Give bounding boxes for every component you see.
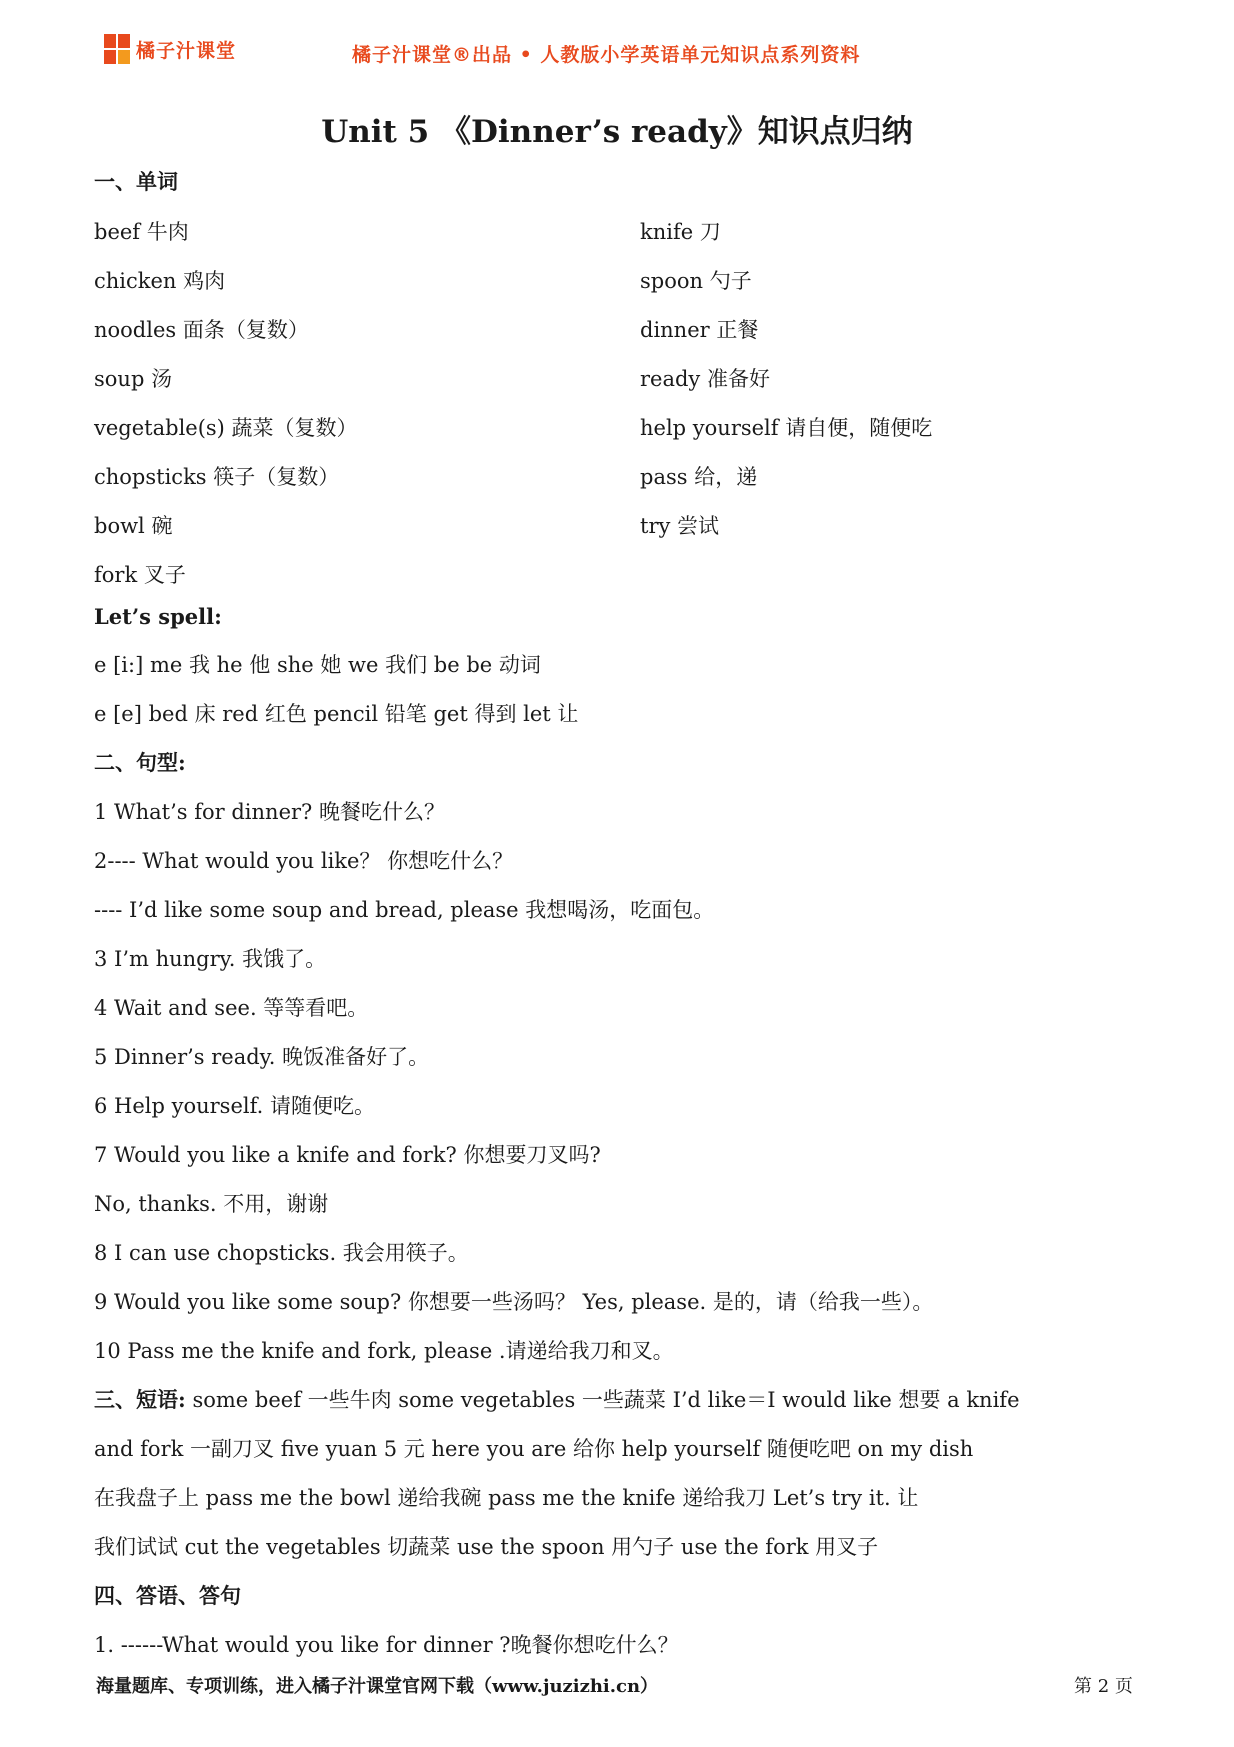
word-item: noodles 面条（复数） — [94, 318, 309, 342]
brand-logo — [104, 34, 236, 64]
sentence-line: 7 Would you like a knife and fork? 你想要刀叉吗? — [94, 1143, 601, 1167]
footer-promo: 海量题库、专项训练，进入橘子汁课堂官网下载（www.juzizhi.cn） — [96, 1676, 659, 1697]
word-item: chicken 鸡肉 — [94, 269, 226, 293]
word-item: dinner 正餐 — [640, 318, 759, 342]
sentence-line: 3 I’m hungry. 我饿了。 — [94, 947, 327, 971]
section-heading-phrases: 三、短语: — [94, 1387, 186, 1412]
answer-line: 1. ------What would you like for dinner ?晚餐你想吃什么？ — [94, 1633, 679, 1657]
phrase-line — [94, 1386, 1020, 1414]
page-number: 第 2 页 — [1074, 1676, 1133, 1697]
word-item: try 尝试 — [640, 514, 720, 538]
word-item: ready 准备好 — [640, 367, 770, 391]
section-heading-words: 一、单词 — [94, 169, 178, 194]
spell-heading: Let’s spell: — [94, 604, 222, 629]
phrase-line: and fork 一副刀叉 five yuan 5 元 here you are 给你 help yourself 随便吃吧 on my dish — [94, 1437, 974, 1461]
word-item: fork 叉子 — [94, 563, 186, 587]
logo-icon — [104, 34, 132, 64]
word-item: bowl 碗 — [94, 514, 173, 538]
section-heading-sentences: 二、句型: — [94, 750, 186, 775]
sentence-line: ---- I’d like some soup and bread, please 我想喝汤，吃面包。 — [94, 898, 715, 922]
word-item: chopsticks 筷子（复数） — [94, 465, 340, 489]
document-title: Unit 5 《Dinner’s ready》知识点归纳 — [321, 114, 913, 150]
sentence-line: 6 Help yourself. 请随便吃。 — [94, 1094, 375, 1118]
spell-line: e [i:] me 我 he 他 she 她 we 我们 be be 动词 — [94, 653, 541, 677]
phrase-line: 我们试试 cut the vegetables 切蔬菜 use the spoon 用勺子 use the fork 用叉子 — [94, 1535, 879, 1559]
header-title: 橘子汁课堂®出品 • 人教版小学英语单元知识点系列资料 — [352, 44, 861, 66]
section-heading-answers: 四、答语、答句 — [94, 1583, 241, 1608]
sentence-line: 10 Pass me the knife and fork, please .请递给我刀和叉。 — [94, 1339, 674, 1363]
sentence-line: 1 What’s for dinner? 晚餐吃什么？ — [94, 800, 445, 824]
word-item: spoon 勺子 — [640, 269, 752, 293]
logo-text: 橘子汁课堂 — [136, 39, 237, 62]
word-item: vegetable(s) 蔬菜（复数） — [94, 416, 358, 440]
word-item: soup 汤 — [94, 367, 173, 391]
phrase-text: some beef 一些牛肉 some vegetables 一些蔬菜 I’d like＝I would like 想要 a knife — [192, 1388, 1020, 1412]
sentence-line: 9 Would you like some soup? 你想要一些汤吗？ Yes, please. 是的，请（给我一些）。 — [94, 1290, 934, 1314]
word-item: beef 牛肉 — [94, 220, 189, 244]
word-item: pass 给，递 — [640, 465, 758, 489]
spell-line: e [e] bed 床 red 红色 pencil 铅笔 get 得到 let 让 — [94, 702, 579, 726]
phrase-line: 在我盘子上 pass me the bowl 递给我碗 pass me the knife 递给我刀 Let’s try it. 让 — [94, 1486, 919, 1510]
sentence-line: 8 I can use chopsticks. 我会用筷子。 — [94, 1241, 469, 1265]
word-item: knife 刀 — [640, 220, 721, 244]
word-item: help yourself 请自便，随便吃 — [640, 416, 933, 440]
sentence-line: No, thanks. 不用，谢谢 — [94, 1192, 329, 1216]
sentence-line: 4 Wait and see. 等等看吧。 — [94, 996, 369, 1020]
sentence-line: 5 Dinner’s ready. 晚饭准备好了。 — [94, 1045, 430, 1069]
sentence-line: 2---- What would you like？ 你想吃什么？ — [94, 849, 514, 873]
